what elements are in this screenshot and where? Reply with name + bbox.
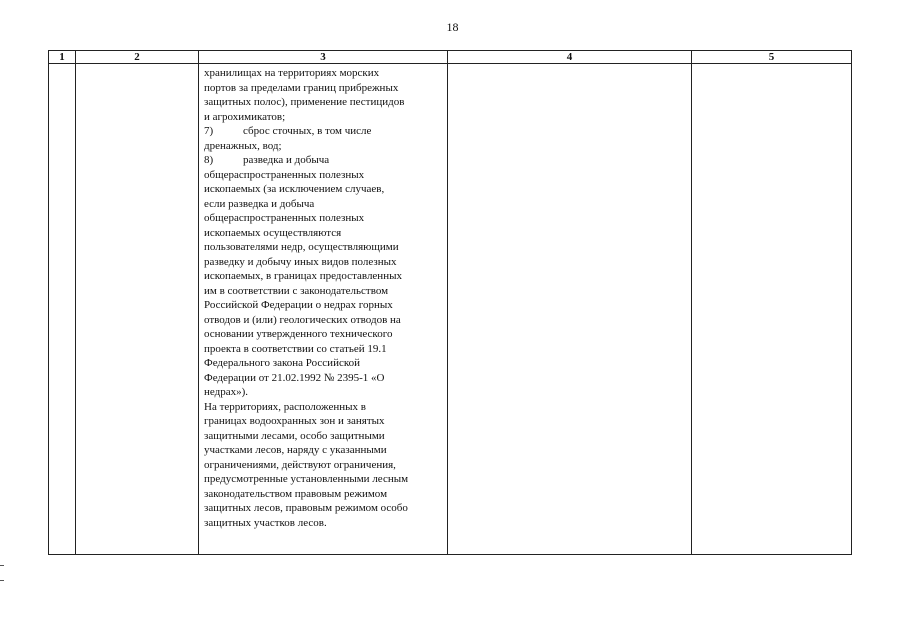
text-line: Федерального закона Российской — [204, 357, 361, 369]
text-line: хранилищах на территориях морских — [204, 67, 380, 79]
restrictions-text — [199, 64, 447, 530]
text-line: ископаемых, в границах предоставленных — [204, 270, 402, 282]
list-item-8-text: разведка и добыча — [243, 154, 330, 166]
text-line: защитных участков лесов. — [204, 516, 327, 529]
column-header-2: 2 — [76, 51, 199, 64]
text-line: участками лесов, наряду с указанными — [204, 444, 387, 456]
text-line: границах водоохранных зон и занятых — [204, 415, 385, 427]
text-line: основании утвержденного технического — [204, 328, 393, 340]
text-line: защитных полос), применение пестицидов — [204, 96, 405, 108]
cell-col-5 — [692, 64, 852, 555]
text-line: общераспространенных полезных — [204, 168, 365, 181]
document-table — [48, 50, 852, 555]
cell-col-2 — [76, 64, 199, 555]
column-header-5: 5 — [692, 51, 852, 64]
cell-col-3 — [199, 64, 448, 555]
column-header-1: 1 — [49, 51, 76, 64]
text-line: предусмотренные установленными лесным — [204, 473, 409, 485]
list-item-8-number: 8) — [204, 154, 214, 166]
list-item-7-number: 7) — [204, 125, 214, 137]
text-line: дренажных, вод; — [204, 139, 282, 152]
text-line: общераспространенных полезных — [204, 212, 365, 224]
list-item-7-text: сброс сточных, в том числе — [243, 125, 372, 137]
text-line: проекта в соответствии со статьей 19.1 — [204, 342, 387, 355]
text-line: если разведка и добыча — [204, 197, 315, 210]
text-line: ограничениями, действуют ограничения, — [204, 458, 396, 471]
text-line: им в соответствии с законодательством — [204, 284, 389, 297]
table-header-row — [49, 51, 852, 64]
text-line: Федерации от 21.02.1992 № 2395-1 «О — [204, 371, 385, 384]
text-line: На территориях, расположенных в — [204, 400, 366, 413]
text-line: Российской Федерации о недрах горных — [204, 299, 393, 311]
table-row — [49, 64, 852, 555]
cell-col-1 — [49, 64, 76, 555]
text-line: защитными лесами, особо защитными — [204, 429, 385, 442]
page-number: 18 — [446, 20, 459, 34]
cell-col-4 — [448, 64, 692, 555]
text-line: законодательством правовым режимом — [204, 487, 388, 500]
text-line: и агрохимикатов; — [204, 110, 286, 123]
list-item-8 — [204, 153, 443, 168]
text-line: ископаемых осуществляются — [204, 226, 342, 239]
text-line: недрах»). — [204, 386, 249, 398]
text-line: пользователями недр, осуществляющими — [204, 241, 399, 253]
text-line: портов за пределами границ прибрежных — [204, 81, 399, 94]
text-line: отводов и (или) геологических отводов на — [204, 313, 401, 326]
text-line: ископаемых (за исключением случаев, — [204, 183, 385, 195]
list-item-7 — [204, 124, 443, 139]
column-header-4: 4 — [448, 51, 692, 64]
scan-edge-mark — [0, 565, 4, 581]
column-header-3: 3 — [199, 51, 448, 64]
text-line: разведку и добычу иных видов полезных — [204, 255, 397, 268]
text-line: защитных лесов, правовым режимом особо — [204, 502, 408, 514]
